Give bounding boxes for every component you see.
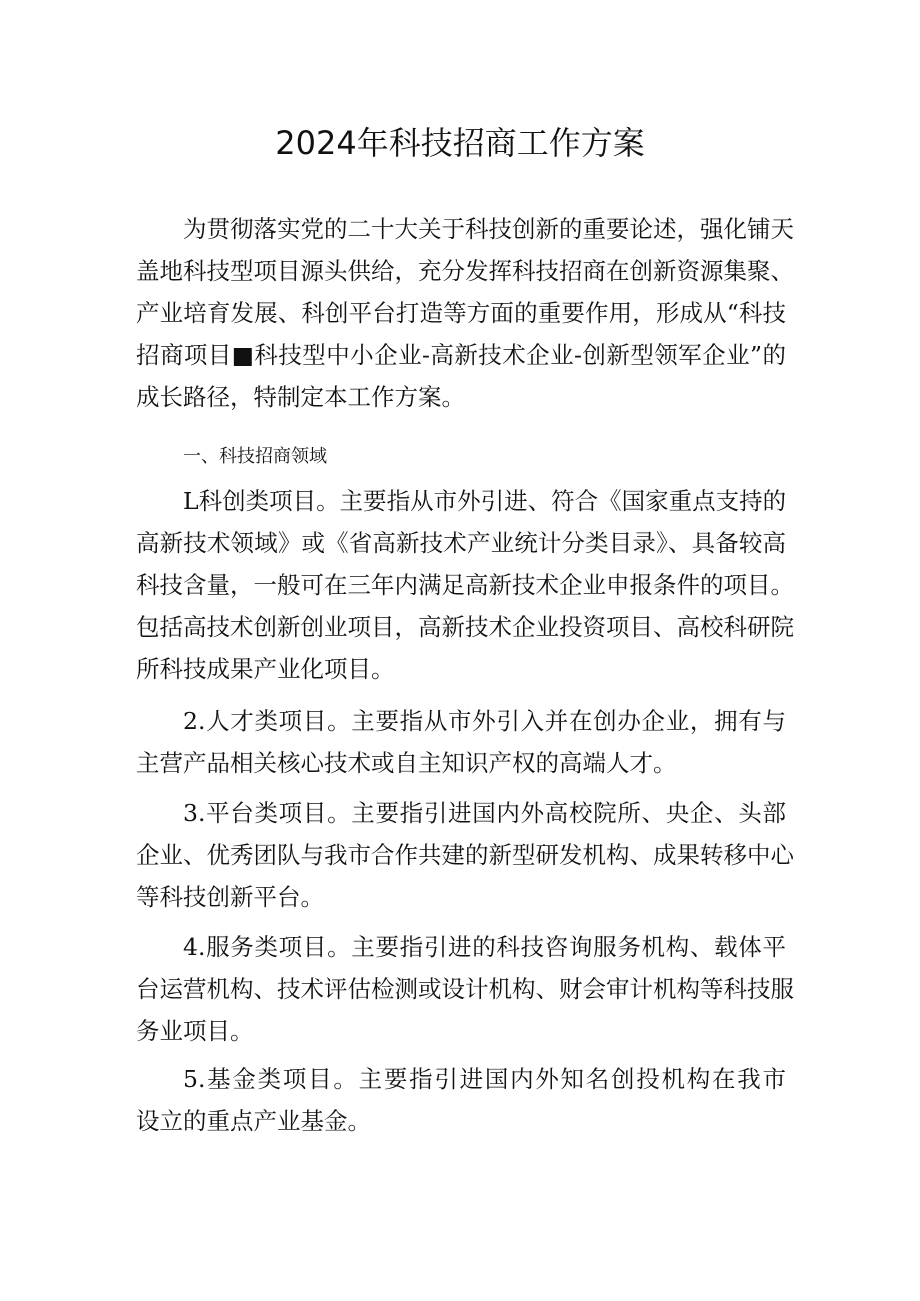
item1-line-4 [136,611,794,643]
item1-line-3-text: 科技含量，一般可在三年内满足高新技术企业申报条件的项目。 [136,571,794,599]
item2-line-2: 主营产品相关核心技术或自主知识产权的高端人才。 [136,749,677,777]
item1-line-4-text: 包括高技术创新创业项目，高新技术企业投资项目、高校科研院 [136,613,794,641]
item1-line-2 [136,527,786,559]
section-heading: 一、科技招商领域 [183,446,327,467]
item2-line-1 [183,705,786,737]
intro-line-1-text: 为贯彻落实党的二十大关于科技创新的重要论述，强化铺天 [183,215,794,243]
intro-line-4 [136,339,786,371]
intro-line-2 [136,255,794,287]
item1-line-3 [136,569,794,601]
item4-line-1-text: 4.服务类项目。主要指引进的科技咨询服务机构、载体平 [183,933,786,961]
item4-line-1 [183,931,786,963]
intro-line-2-text: 盖地科技型项目源头供给，充分发挥科技招商在创新资源集聚、 [136,257,794,285]
document-title: 2024年科技招商工作方案 [275,124,645,162]
intro-line-5: 成长路径，特制定本工作方案。 [136,383,465,411]
item4-line-2 [136,973,794,1005]
item3-line-1 [183,797,786,829]
item5-line-2: 设立的重点产业基金。 [136,1107,371,1135]
item3-line-1-text: 3.平台类项目。主要指引进国内外高校院所、央企、头部 [183,799,786,827]
intro-line-1 [183,213,794,245]
item1-line-1 [183,485,786,517]
item5-line-1 [183,1063,786,1095]
intro-line-3 [136,297,786,329]
item4-line-2-text: 台运营机构、技术评估检测或设计机构、财会审计机构等科技服 [136,975,794,1003]
intro-line-3-text: 产业培育发展、科创平台打造等方面的重要作用，形成从“科技 [136,299,786,327]
item3-line-2 [136,839,794,871]
item2-line-1-text: 2.人才类项目。主要指从市外引入并在创办企业，拥有与 [183,707,786,735]
item1-line-2-text: 高新技术领域》或《省高新技术产业统计分类目录》、具备较高 [136,529,786,557]
item1-line-5: 所科技成果产业化项目。 [136,655,395,683]
item4-line-3: 务业项目。 [136,1017,254,1045]
item3-line-3: 等科技创新平台。 [136,883,324,911]
item5-line-1-text: 5.基金类项目。主要指引进国内外知名创投机构在我市 [183,1065,786,1093]
item3-line-2-text: 企业、优秀团队与我市合作共建的新型研发机构、成果转移中心 [136,841,794,869]
item1-line-1-text: L科创类项目。主要指从市外引进、符合《国家重点支持的 [183,487,787,515]
intro-line-4-text: 招商项目■科技型中小企业-高新技术企业-创新型领军企业”的 [136,341,786,369]
